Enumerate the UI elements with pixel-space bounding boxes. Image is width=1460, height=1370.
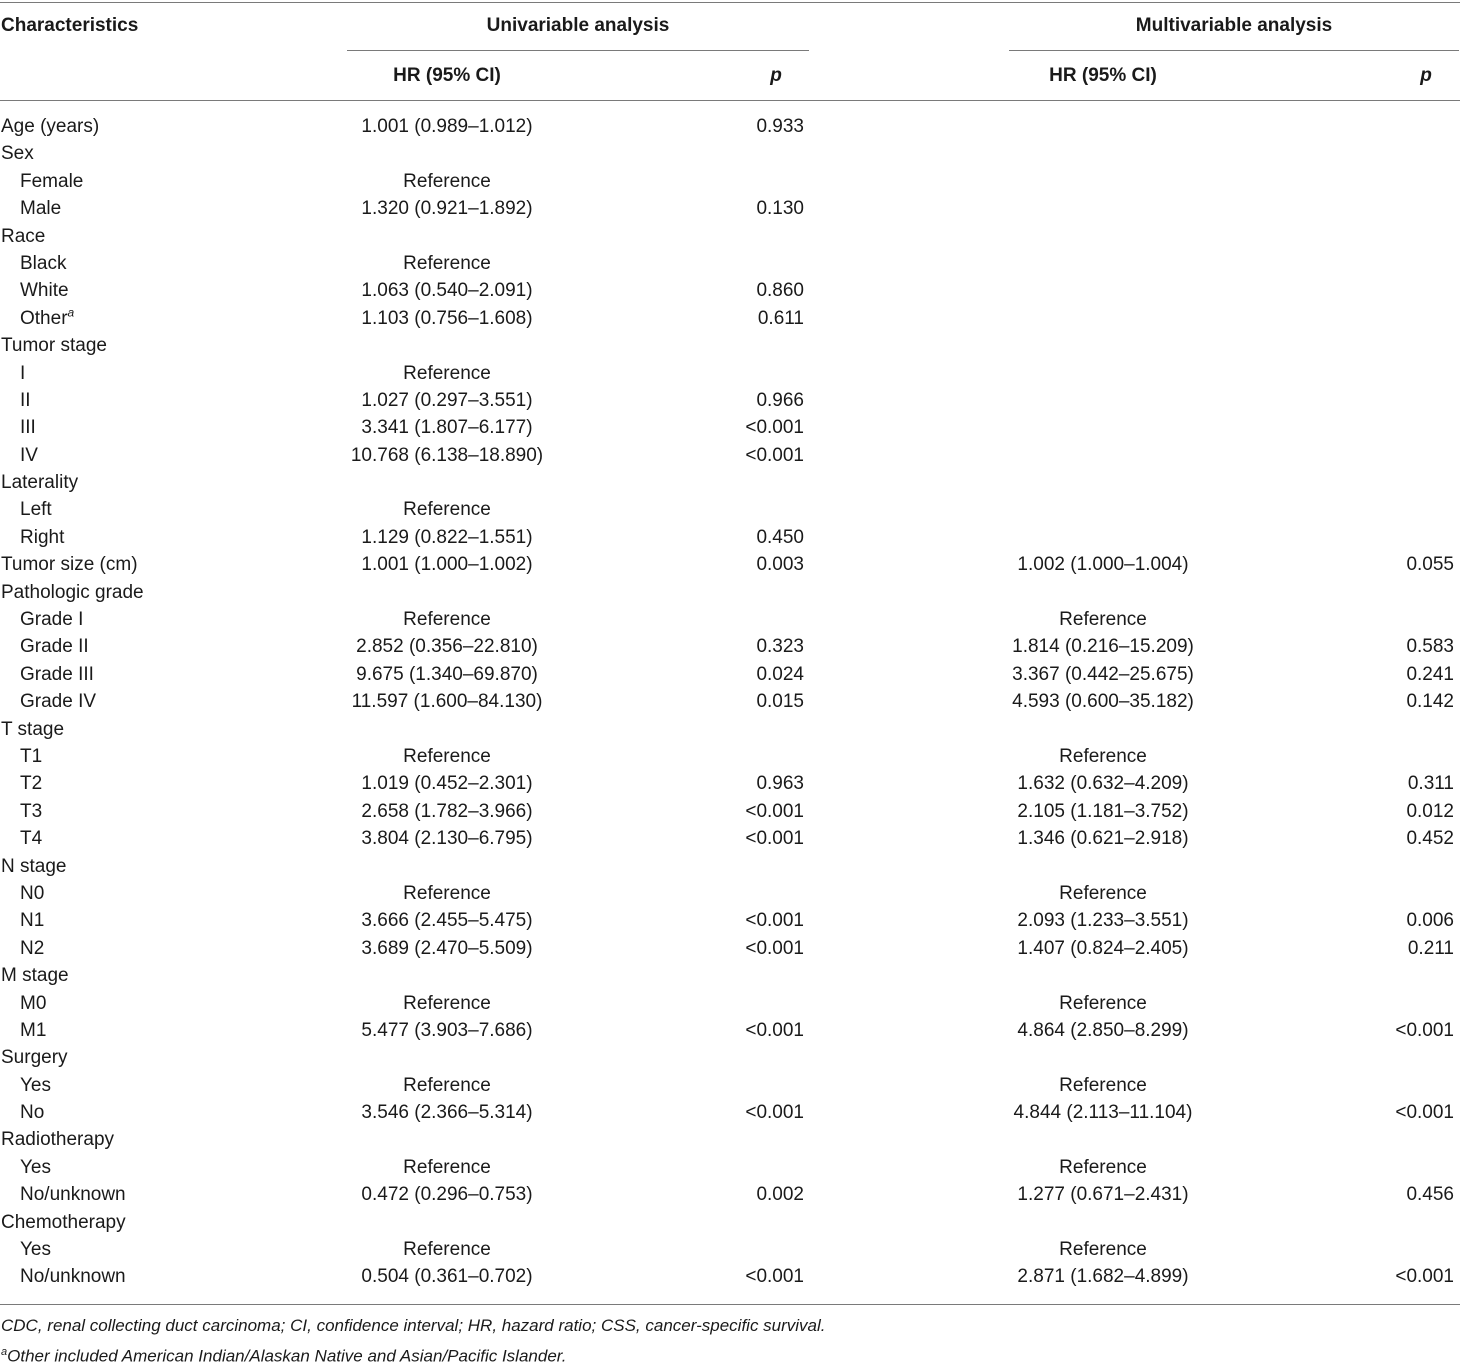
table-row [0,551,1460,578]
univariable-hr: Reference [403,1074,491,1096]
row-label: M stage [1,965,69,987]
univariable-p: <0.001 [745,1019,804,1041]
univariable-p: 0.611 [757,307,804,329]
multivariable-hr: 4.844 (2.113–11.104) [1013,1102,1193,1124]
row-label: Sex [1,143,34,165]
univariable-p: 0.015 [756,691,804,713]
table-row [0,332,1460,359]
row-label: II [20,389,31,411]
multivariable-hr: Reference [1059,1239,1147,1261]
table-row [0,442,1460,469]
row-label: Surgery [1,1047,68,1069]
univariable-p: <0.001 [745,828,804,850]
row-label: Right [20,526,65,548]
row-label: T1 [20,745,43,767]
multivariable-hr: 1.277 (0.671–2.431) [1017,1184,1189,1206]
table-row [0,661,1460,688]
multivariable-hr: 3.367 (0.442–25.675) [1012,663,1194,685]
multivariable-hr: 1.002 (1.000–1.004) [1017,554,1189,576]
multivariable-p: <0.001 [1395,1266,1454,1288]
multivariable-p: 0.012 [1406,800,1454,822]
header-multi-p: p [1420,65,1432,86]
univariable-hr: 1.019 (0.452–2.301) [361,773,533,795]
table-top-rule [0,2,1460,3]
header-bottom-rule [0,100,1460,101]
table-row [0,195,1460,222]
univariable-hr: 1.103 (0.756–1.608) [361,307,533,329]
table-row [0,1126,1460,1153]
multivariable-p: 0.456 [1406,1184,1454,1206]
header-uni-p: p [770,65,782,86]
row-label: T2 [20,773,43,795]
univariable-p: 0.966 [756,389,804,411]
univariable-p: 0.024 [756,663,804,685]
univariable-hr: 2.658 (1.782–3.966) [361,800,533,822]
row-label: No [20,1102,45,1124]
row-label: Yes [20,1074,51,1096]
table-row [0,1263,1460,1290]
multivariable-hr: Reference [1059,992,1147,1014]
footnote-a [1,1339,826,1370]
table-row [0,387,1460,414]
univariable-p: <0.001 [745,800,804,822]
univariable-p: 0.130 [756,198,804,220]
table-row [0,798,1460,825]
row-label: N stage [1,855,67,877]
table-row [0,1072,1460,1099]
row-label: T3 [20,800,43,822]
univariable-p: <0.001 [745,1266,804,1288]
univariable-hr: 1.001 (0.989–1.012) [361,116,533,137]
row-label: Laterality [1,472,79,494]
multivariable-p: 0.452 [1406,828,1454,850]
univariable-hr: 3.689 (2.470–5.509) [361,937,533,959]
univariable-hr: 5.477 (3.903–7.686) [361,1019,533,1041]
univariable-p: <0.001 [745,1102,804,1124]
table-row [0,1209,1460,1236]
table-footnotes [1,1313,826,1370]
univariable-hr: Reference [403,1156,491,1178]
table-row [0,524,1460,551]
univariable-hr: 0.472 (0.296–0.753) [361,1184,533,1206]
univariable-hr: Reference [403,499,491,521]
univariable-hr: 9.675 (1.340–69.870) [356,663,538,685]
row-label: Grade III [20,663,94,685]
header-univariable: Univariable analysis [486,15,670,36]
row-label: N2 [20,937,45,959]
table-row [0,250,1460,277]
row-label: Left [20,499,52,521]
row-label: III [20,417,36,439]
row-label: I [20,362,26,384]
header-characteristics: Characteristics [1,15,139,36]
univariable-hr: 3.666 (2.455–5.475) [361,910,533,932]
univariable-hr: Reference [403,609,491,631]
footnote-abbreviations: CDC, renal collecting duct carcinoma; CI, confidence interval; HR, hazard ratio; CSS, cancer-specific survival. [1,1316,826,1335]
row-label: No/unknown [20,1266,126,1288]
univariable-hr: 3.804 (2.130–6.795) [361,828,533,850]
univariable-hr: 11.597 (1.600–84.130) [351,691,543,713]
row-label: Race [1,225,46,247]
multivariable-p: <0.001 [1395,1102,1454,1124]
table-row [0,825,1460,852]
table-body [0,113,1460,1291]
row-label: M0 [20,992,47,1014]
table-row [0,223,1460,250]
header-multivariable: Multivariable analysis [1135,15,1333,36]
row-label: Tumor size (cm) [1,554,138,576]
table-row [0,277,1460,304]
row-label: White [20,280,69,302]
row-label: N1 [20,910,45,932]
table-row [0,579,1460,606]
multivariable-p: 0.311 [1407,773,1454,795]
multivariable-hr: Reference [1059,609,1147,631]
footnote-a-marker: a [1,1346,8,1358]
univariable-p: <0.001 [745,444,804,466]
table-bottom-rule [0,1304,1460,1305]
multivariable-p: 0.142 [1406,691,1454,713]
univariable-p: 0.963 [756,773,804,795]
multivariable-hr: 1.407 (0.824–2.405) [1017,937,1189,959]
univariable-hr: 3.546 (2.366–5.314) [361,1102,533,1124]
univariable-hr: 2.852 (0.356–22.810) [356,636,538,658]
univariable-hr: 0.504 (0.361–0.702) [361,1266,533,1288]
row-label: N0 [20,882,45,904]
table-row [0,688,1460,715]
table-row [0,880,1460,907]
row-label: IV [20,444,38,466]
table-row [0,1017,1460,1044]
table-row [0,907,1460,934]
univariable-hr: Reference [403,1239,491,1261]
multivariable-rule [1009,50,1459,51]
multivariable-p: 0.583 [1406,636,1454,658]
multivariable-hr: Reference [1059,1074,1147,1096]
table-row [0,1099,1460,1126]
univariable-hr: Reference [403,170,491,192]
row-label: Grade I [20,609,84,631]
multivariable-hr: 2.093 (1.233–3.551) [1017,910,1189,932]
row-label: Yes [20,1156,51,1178]
table-row [0,770,1460,797]
row-label: Male [20,198,62,220]
footnote-marker: a [67,305,75,320]
table-row [0,1181,1460,1208]
table-row [0,962,1460,989]
univariable-rule [347,50,809,51]
multivariable-p: 0.211 [1407,937,1454,959]
univariable-p: <0.001 [745,910,804,932]
table-row [0,496,1460,523]
multivariable-p: <0.001 [1395,1019,1454,1041]
multivariable-hr: 1.814 (0.216–15.209) [1012,636,1194,658]
table-row [0,716,1460,743]
multivariable-hr: 4.593 (0.600–35.182) [1012,691,1194,713]
row-label: No/unknown [20,1184,126,1206]
univariable-p: 0.860 [756,280,804,302]
multivariable-p: 0.006 [1406,910,1454,932]
footnote-a-text: Other included American Indian/Alaskan Native and Asian/Pacific Islander. [7,1346,567,1366]
row-label: Radiotherapy [1,1129,115,1151]
table-row [0,935,1460,962]
row-label: Pathologic grade [1,581,144,603]
univariable-p: <0.001 [745,937,804,959]
univariable-hr: Reference [403,882,491,904]
univariable-hr: Reference [403,745,491,767]
table-row [0,743,1460,770]
multivariable-p: 0.055 [1406,554,1454,576]
multivariable-hr: Reference [1059,745,1147,767]
header-uni-hr: HR (95% CI) [393,65,501,86]
multivariable-hr: 4.864 (2.850–8.299) [1017,1019,1189,1041]
multivariable-hr: Reference [1059,882,1147,904]
univariable-hr: 1.063 (0.540–2.091) [361,280,533,302]
row-label: Black [20,252,67,274]
row-label: Grade IV [20,691,97,713]
univariable-hr: Reference [403,362,491,384]
multivariable-hr: 2.105 (1.181–3.752) [1017,800,1189,822]
univariable-p: 0.323 [756,636,804,658]
table-row [0,414,1460,441]
table-row [0,990,1460,1017]
multivariable-hr: 2.871 (1.682–4.899) [1017,1266,1189,1288]
univariable-hr: 1.001 (1.000–1.002) [361,554,533,576]
table-row [0,469,1460,496]
univariable-hr: 1.320 (0.921–1.892) [361,198,533,220]
univariable-hr: Reference [403,252,491,274]
univariable-p: 0.002 [756,1184,804,1206]
row-label: T stage [1,718,65,740]
row-label: Female [20,170,84,192]
table-row [0,1236,1460,1263]
univariable-hr: 1.027 (0.297–3.551) [361,389,533,411]
table-row [0,113,1460,140]
row-label: Age (years) [1,116,100,137]
table-row [0,168,1460,195]
table-row [0,305,1460,332]
row-label: M1 [20,1019,47,1041]
univariable-hr: 10.768 (6.138–18.890) [350,444,544,466]
multivariable-hr: 1.346 (0.621–2.918) [1017,828,1189,850]
header-multi-hr: HR (95% CI) [1049,65,1157,86]
table-row [0,606,1460,633]
row-label: Other$^a$ [20,305,75,329]
table-row [0,633,1460,660]
univariable-hr: Reference [403,992,491,1014]
row-label: Yes [20,1239,51,1261]
multivariable-hr: 1.632 (0.632–4.209) [1017,773,1189,795]
row-label: Chemotherapy [1,1211,126,1233]
table-row [0,140,1460,167]
row-label: T4 [20,828,43,850]
univariable-hr: 3.341 (1.807–6.177) [361,417,533,439]
table-row [0,360,1460,387]
univariable-p: 0.003 [756,554,804,576]
row-label: Grade II [20,636,89,658]
row-label: Tumor stage [1,335,107,357]
table-row [0,1154,1460,1181]
table-row [0,853,1460,880]
univariable-p: <0.001 [745,417,804,439]
univariable-p: 0.933 [756,116,804,137]
univariable-p: 0.450 [756,526,804,548]
multivariable-p: 0.241 [1406,663,1454,685]
multivariable-hr: Reference [1059,1156,1147,1178]
univariable-hr: 1.129 (0.822–1.551) [361,526,533,548]
table-row [0,1044,1460,1071]
